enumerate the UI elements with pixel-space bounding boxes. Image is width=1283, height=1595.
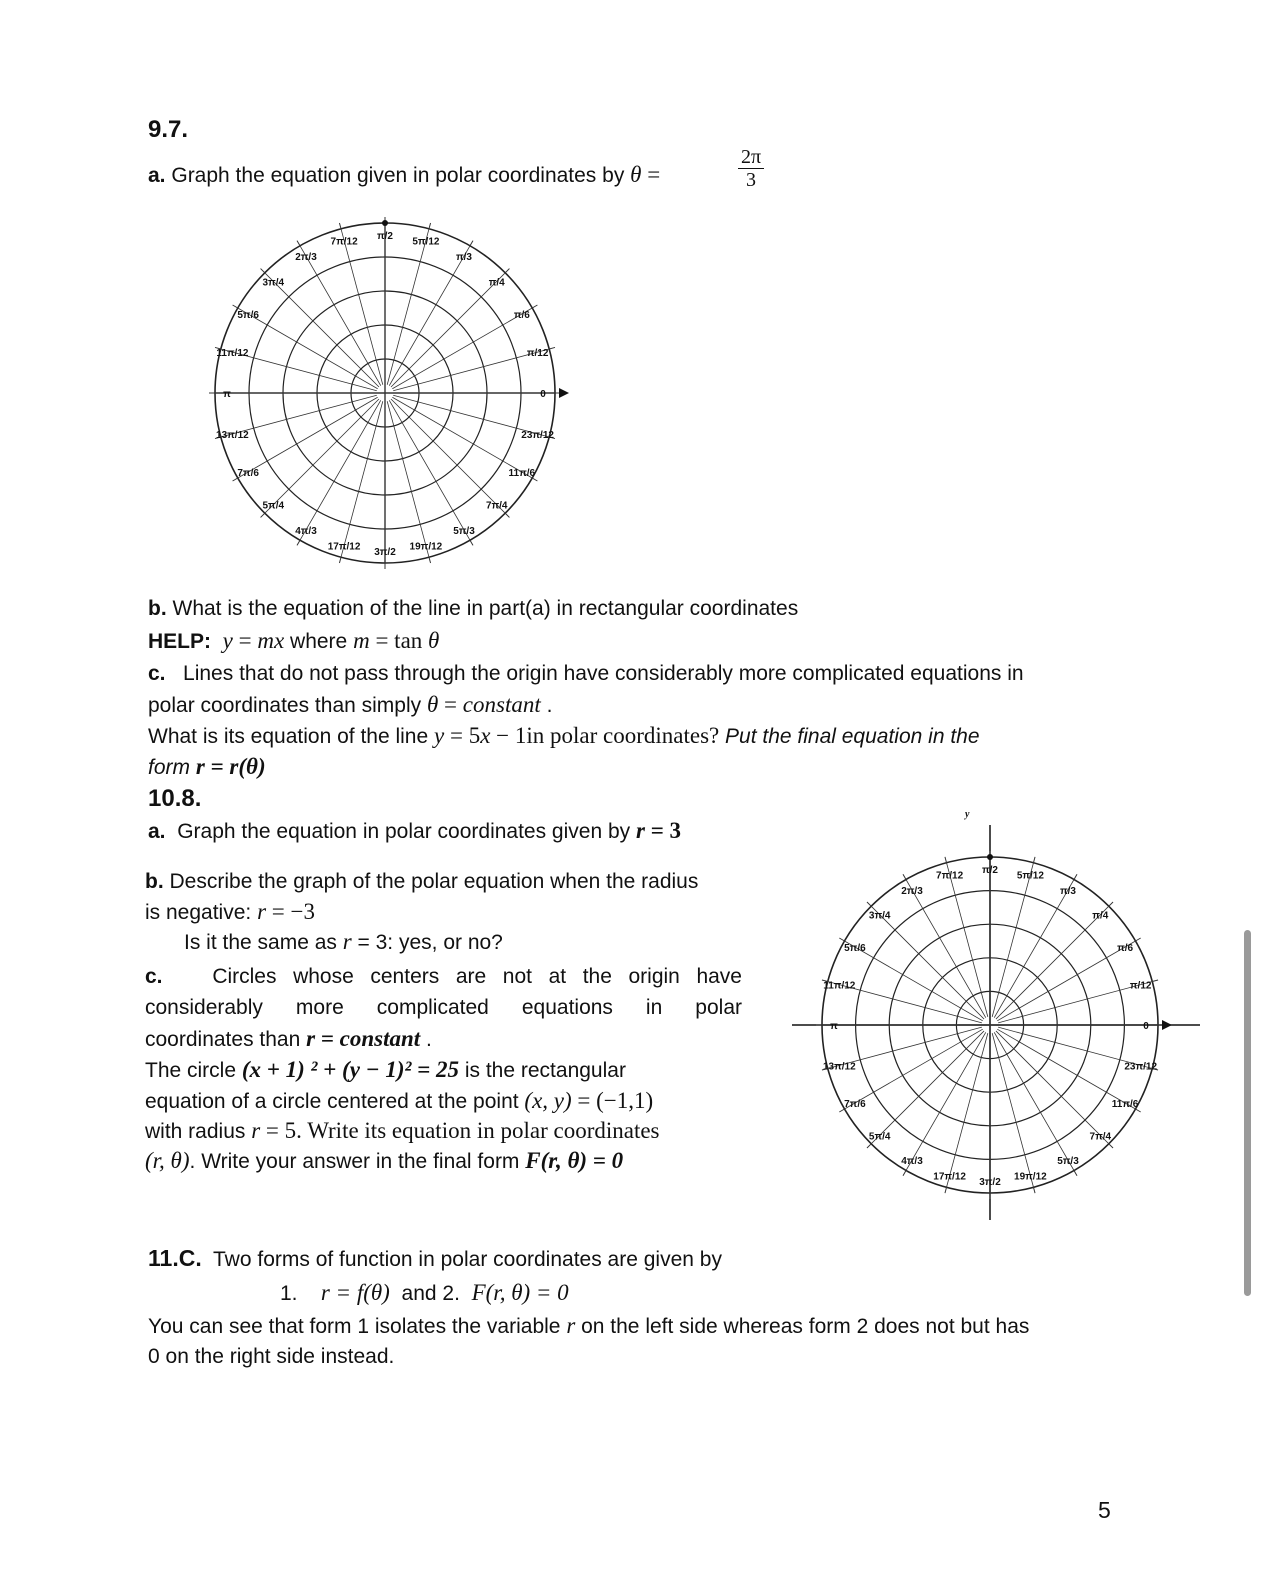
pole-dot (382, 220, 388, 226)
arrow-icon (1162, 1020, 1172, 1030)
angle-label: π/3 (1060, 885, 1076, 897)
polar-tick (903, 874, 906, 879)
polar-ray (300, 400, 381, 540)
arrow-icon (559, 388, 569, 398)
angle-label: 5π/4 (868, 1131, 891, 1143)
polar-tick (505, 513, 509, 517)
math: = 5. Write its equation in polar coordinates (260, 1118, 660, 1143)
text: What is its equation of the line (148, 725, 434, 748)
angle-label: π/12 (526, 348, 549, 360)
angle-label: 23π/12 (521, 429, 554, 441)
polar-tick (1135, 938, 1140, 941)
polar-ray (906, 1032, 986, 1170)
angle-label: 17π/12 (933, 1171, 966, 1183)
text: 1. (280, 1282, 298, 1305)
q97-c-line1 (148, 661, 1024, 687)
denominator: 3 (746, 169, 757, 191)
label: HELP: (148, 630, 211, 653)
angle-label: π/2 (377, 231, 393, 242)
math: y (222, 628, 233, 653)
text: Lines that do not pass through the origin have considerably more complicated equations in (183, 662, 1024, 685)
q108-c-line5 (145, 1088, 653, 1115)
polar-ray (341, 401, 383, 557)
polar-tick (339, 557, 341, 563)
angle-label: 7π/6 (844, 1099, 866, 1110)
polar-ray (238, 397, 378, 478)
polar-tick (1109, 902, 1113, 906)
q108-c-line3 (145, 1026, 432, 1053)
text: and 2. (401, 1282, 460, 1305)
polar-tick (1074, 874, 1077, 879)
q108-c-line6 (145, 1118, 660, 1145)
polar-ray (992, 863, 1033, 1017)
q97-c-line3 (148, 723, 980, 750)
q108-c-line1 (145, 964, 742, 990)
text: Put the final equation in the (725, 725, 980, 748)
math: = 5 (444, 723, 481, 748)
math: = (232, 628, 258, 653)
polar-ray (391, 273, 505, 387)
q108-b-line2 (145, 899, 315, 926)
angle-label: 7π/12 (330, 236, 358, 248)
text: Describe the graph of the polar equation when the radius (169, 870, 699, 893)
polar-ray (997, 1029, 1135, 1109)
math: θ (630, 162, 642, 187)
math: = (641, 162, 661, 187)
polar-graph-paper-2 (785, 812, 1200, 1220)
polar-tick (470, 241, 473, 246)
angle-label: 5π/3 (1057, 1156, 1079, 1168)
angle-label: π (830, 1021, 838, 1032)
polar-tick (945, 1187, 947, 1193)
text: Graph the equation in polar coordinates given by (177, 820, 636, 843)
polar-tick (261, 269, 265, 273)
math: m (353, 628, 370, 653)
pole-dot (987, 854, 993, 860)
math: r = r(θ) (195, 754, 266, 779)
polar-ray (265, 273, 379, 387)
q108-c-line4 (145, 1057, 626, 1084)
angle-label: 7π/4 (1089, 1131, 1112, 1143)
angle-label: 11π/6 (1111, 1099, 1139, 1110)
angle-label: π/4 (488, 277, 505, 289)
polar-tick (1074, 1170, 1077, 1175)
q108-b-line3 (184, 929, 503, 956)
math: = (−1,1) (571, 1088, 654, 1113)
angle-label: π (223, 389, 231, 400)
polar-tick (233, 305, 238, 308)
label: a. (148, 164, 166, 187)
angle-label: 11π/12 (823, 980, 856, 992)
q11c-line2 (280, 1280, 569, 1307)
q108-c-line2: considerably more complicated equations in polar (145, 996, 742, 1019)
math: r = constant (306, 1026, 421, 1051)
angle-label: π/6 (513, 310, 530, 321)
polar-graph-paper-1 (190, 210, 590, 580)
label: c. (148, 662, 166, 685)
angle-label: 19π/12 (409, 541, 443, 553)
label: b. (145, 870, 164, 893)
polar-tick (1033, 1187, 1035, 1193)
q97-c-line4 (148, 754, 266, 781)
angle-label: 5π/3 (453, 525, 475, 537)
polar-ray (265, 399, 379, 513)
polar-ray (392, 308, 532, 389)
polar-tick (505, 269, 509, 273)
math: y (434, 723, 445, 748)
polar-ray (389, 246, 470, 386)
angle-label: π/12 (1129, 980, 1152, 992)
polar-tick (867, 902, 871, 906)
angle-label: 2π/3 (901, 885, 923, 897)
math: r (251, 1118, 261, 1143)
angle-label: 0 (1143, 1021, 1149, 1032)
polar-ray (947, 863, 988, 1017)
angle-label: 17π/12 (327, 541, 361, 553)
math: r (342, 929, 352, 954)
angle-label: 7π/6 (237, 468, 259, 479)
angle-label: 4π/3 (901, 1156, 923, 1168)
angle-label: 3π/2 (374, 547, 396, 558)
polar-ray (845, 1029, 983, 1109)
math: F(r, θ) = 0 (471, 1280, 569, 1305)
q97-a (148, 162, 660, 189)
text: Graph the equation given in polar coordinates by (171, 164, 631, 187)
text: The circle (145, 1059, 242, 1082)
angle-label: 0 (540, 389, 546, 400)
polar-tick (429, 557, 431, 563)
q11c-line4: 0 on the right side instead. (148, 1345, 395, 1368)
polar-ray (996, 906, 1109, 1019)
math: (x + 1) ² + (y − 1)² = 25 (241, 1057, 460, 1082)
text: on the left side whereas form 2 does not but has (575, 1315, 1030, 1338)
polar-tick (839, 938, 844, 941)
text: Is it the same as (184, 931, 343, 954)
text: . (540, 694, 553, 717)
text: . (420, 1028, 432, 1051)
angle-label: 5π/12 (1016, 870, 1044, 882)
math: = 3 (644, 818, 682, 843)
q11c-line1 (148, 1245, 722, 1273)
math: (r, θ) (145, 1148, 190, 1173)
polar-ray (387, 401, 429, 557)
polar-tick (261, 513, 265, 517)
text: = 3: yes, or no? (351, 931, 503, 954)
text: coordinates than (145, 1028, 307, 1051)
label: b. (148, 597, 167, 620)
angle-label: 11π/6 (508, 468, 536, 479)
text: Circles whose centers are not at the origin have (212, 965, 742, 988)
math: mx (257, 628, 285, 653)
scrollbar[interactable] (1244, 930, 1251, 1296)
angle-label: 13π/12 (822, 1061, 856, 1073)
polar-tick (1109, 1144, 1113, 1148)
polar-ray (994, 1032, 1074, 1170)
math: r (257, 899, 267, 924)
q97-c-line2 (148, 692, 552, 719)
polar-ray (393, 349, 549, 391)
angle-label: 5π/6 (844, 943, 866, 954)
angle-label: 23π/12 (1124, 1061, 1158, 1073)
q108-a (148, 818, 681, 845)
q108-b-line1 (145, 869, 698, 895)
polar-tick (339, 223, 341, 229)
angle-label: 3π/4 (262, 277, 285, 289)
polar-ray (997, 941, 1135, 1021)
polar-tick (532, 305, 537, 308)
angle-label: 2π/3 (295, 252, 317, 264)
angle-label: 4π/3 (295, 525, 317, 537)
polar-ray (906, 880, 986, 1018)
polar-ray (387, 229, 429, 385)
polar-tick (903, 1170, 906, 1175)
text: is the rectangular (459, 1059, 626, 1082)
math: (x, y) (524, 1088, 572, 1113)
angle-label: 5π/12 (412, 236, 440, 248)
angle-label: π/6 (1117, 943, 1134, 954)
page-number: 5 (1098, 1497, 1111, 1523)
polar-tick (429, 223, 431, 229)
angle-label: π/4 (1092, 910, 1109, 922)
text: polar coordinates than simply (148, 694, 427, 717)
polar-ray (341, 229, 383, 385)
angle-label: 3π/4 (868, 910, 891, 922)
angle-label: 3π/2 (979, 1177, 1001, 1188)
math: θ (426, 692, 439, 717)
polar-tick (470, 540, 473, 545)
polar-ray (392, 397, 532, 478)
text: where (284, 630, 354, 653)
math: constant (462, 692, 541, 717)
polar-ray (300, 246, 381, 386)
text: equation of a circle centered at the point (145, 1090, 525, 1113)
text: is negative: (145, 901, 258, 924)
polar-ray (947, 1033, 988, 1187)
math: r (636, 818, 645, 843)
text: What is the equation of the line in part(a) in rectangular coordinates (166, 597, 799, 620)
y-axis-label: y (965, 812, 970, 820)
math: = (438, 692, 463, 717)
numerator: 2π (738, 146, 764, 169)
math: − 1in polar coordinates? (490, 723, 726, 748)
angle-label: 13π/12 (216, 429, 249, 441)
fraction-2pi-3 (738, 146, 764, 191)
label: a. (148, 820, 166, 843)
polar-tick (549, 347, 555, 349)
q108-c-line7 (145, 1148, 623, 1175)
text: with radius (145, 1120, 252, 1143)
math: = tan (369, 628, 429, 653)
angle-label: 5π/6 (237, 310, 259, 321)
section-title-9-7: 9.7. (148, 116, 189, 143)
angle-label: π/2 (982, 865, 998, 876)
polar-ray (868, 906, 984, 1019)
angle-label: 5π/4 (262, 500, 285, 512)
polar-tick (297, 241, 300, 246)
q97-help (148, 628, 439, 655)
text: Two forms of function in polar coordinates are given by (213, 1248, 722, 1271)
polar-ray (389, 400, 470, 540)
angle-label: 7π/4 (485, 500, 508, 512)
q11c-line3 (148, 1313, 1029, 1340)
q97-b (148, 596, 798, 622)
section-title-10-8: 10.8. (148, 785, 202, 812)
polar-ray (992, 1033, 1033, 1187)
section-title-11-c: 11.C. (148, 1245, 202, 1271)
math: F(r, θ) = 0 (525, 1148, 624, 1173)
polar-ray (391, 399, 505, 513)
math: r = f(θ) (320, 1280, 390, 1305)
math: x (480, 723, 491, 748)
label: c. (145, 965, 163, 988)
polar-ray (994, 880, 1074, 1018)
polar-tick (297, 540, 300, 545)
text: form (148, 756, 196, 779)
math: r (566, 1313, 576, 1338)
polar-tick (1152, 980, 1158, 982)
polar-tick (1033, 857, 1035, 863)
polar-ray (868, 1031, 984, 1144)
math: θ (428, 628, 440, 653)
angle-label: 7π/12 (936, 870, 964, 882)
angle-label: 11π/12 (216, 348, 249, 360)
angle-label: 19π/12 (1014, 1171, 1047, 1183)
math: = −3 (266, 899, 315, 924)
polar-tick (945, 857, 947, 863)
polar-tick (867, 1144, 871, 1148)
text: . Write your answer in the final form (189, 1150, 526, 1173)
angle-label: π/3 (456, 252, 472, 264)
text: You can see that form 1 isolates the variable (148, 1315, 567, 1338)
polar-ray (996, 1031, 1109, 1144)
